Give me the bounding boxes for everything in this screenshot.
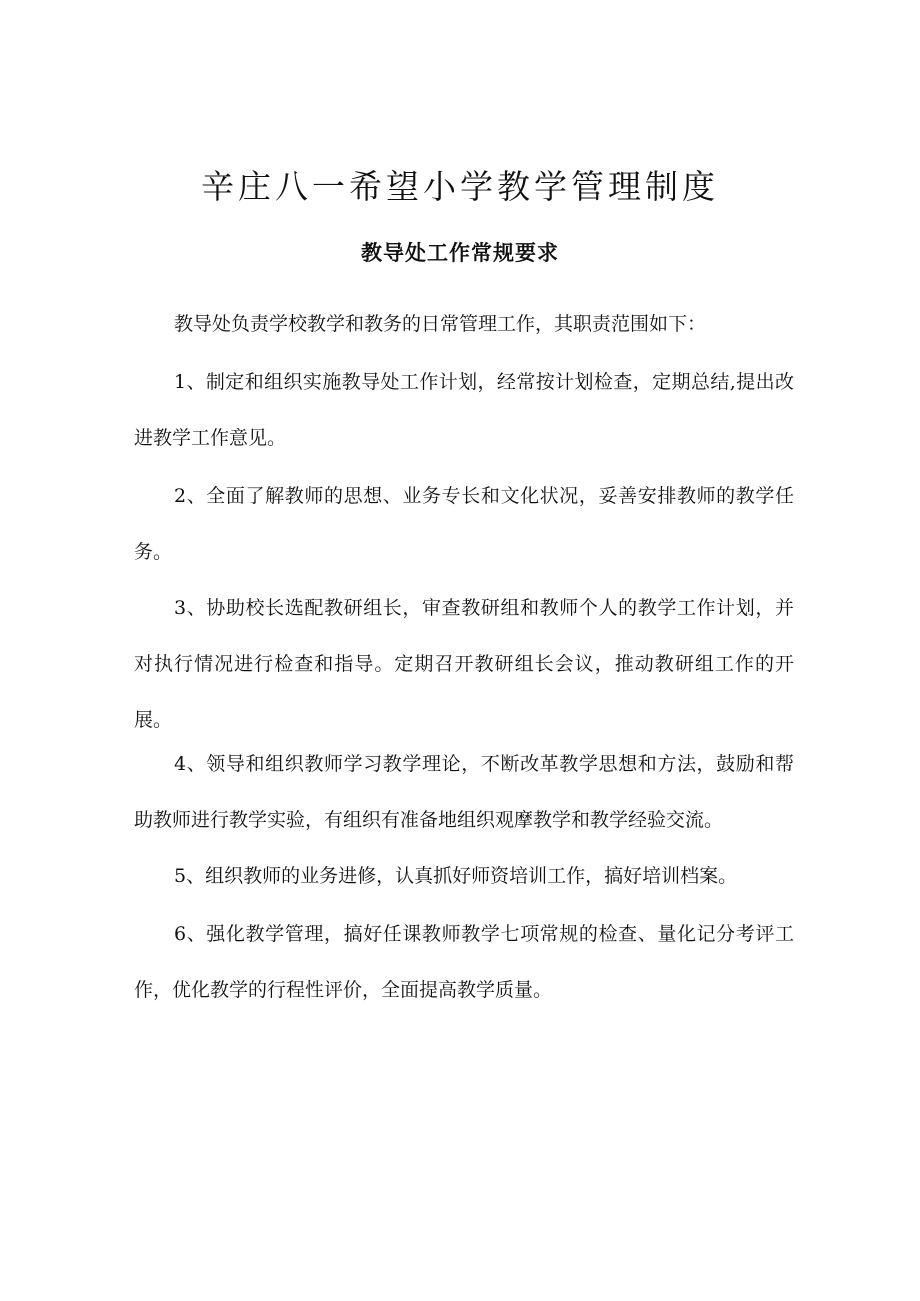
intro-paragraph: 教导处负责学校教学和教务的日常管理工作，其职责范围如下： bbox=[174, 313, 707, 335]
duty-item-3: 3、协助校长选配教研组长，审查教研组和教师个人的教学工作计划，并对执行情况进行检查和指导。定期召开教研组长会议，推动教研组工作的开展。 bbox=[134, 597, 794, 731]
duty-item-6: 6、强化教学管理，搞好任课教师教学七项常规的检查、量化记分考评工作，优化教学的行程性评价，全面提高教学质量。 bbox=[134, 923, 794, 1001]
duty-item-1: 1、制定和组织实施教导处工作计划，经常按计划检查，定期总结,提出改进教学工作意见。 bbox=[134, 371, 794, 449]
document-title: 辛庄八一希望小学教学管理制度 bbox=[201, 167, 719, 206]
duty-item-5: 5、组织教师的业务进修，认真抓好师资培训工作，搞好培训档案。 bbox=[174, 865, 738, 887]
section-heading: 教导处工作常规要求 bbox=[361, 241, 559, 265]
duty-item-2: 2、全面了解教师的思想、业务专长和文化状况，妥善安排教师的教学任务。 bbox=[134, 485, 794, 563]
duty-item-4: 4、领导和组织教师学习教学理论，不断改革教学思想和方法，鼓励和帮助教师进行教学实验，有组织有准备地组织观摩教学和教学经验交流。 bbox=[134, 753, 794, 831]
